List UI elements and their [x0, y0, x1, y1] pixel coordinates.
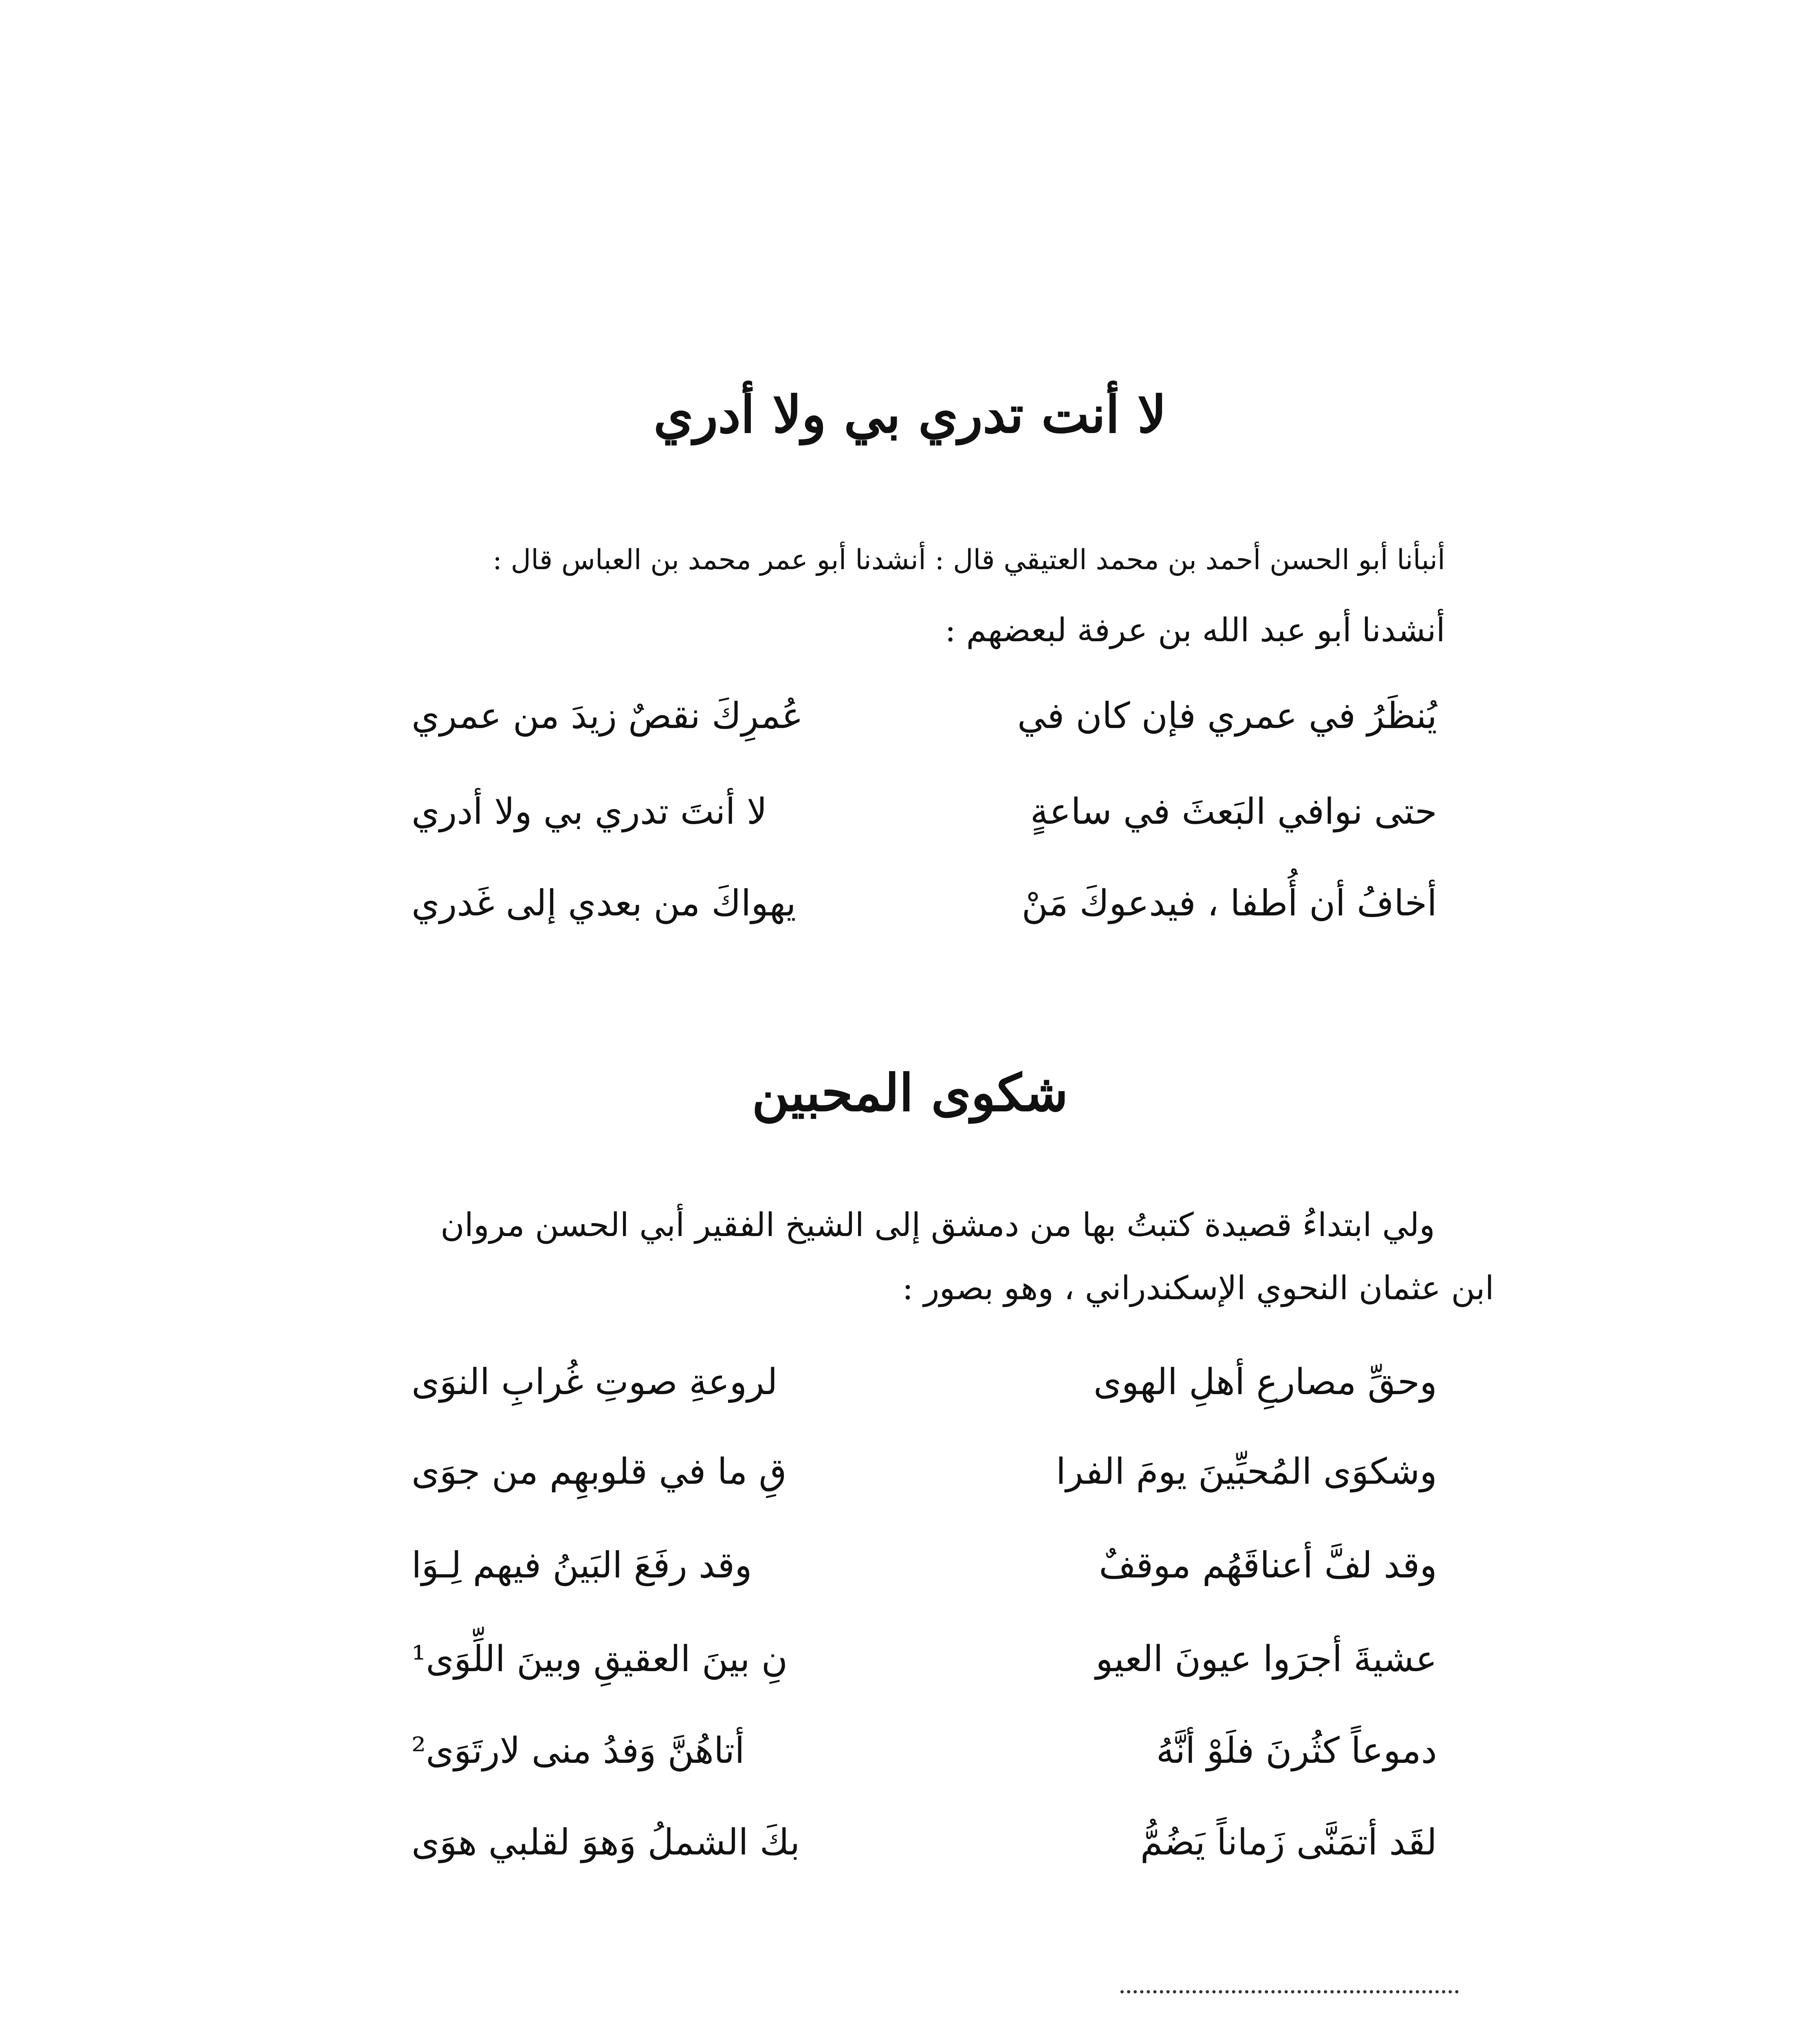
intro-line: ابن عثمان النحوي الإسكندراني ، وهو بصور : [902, 1269, 1494, 1307]
intro-line: أنشدنا أبو عبد الله بن عرفة لبعضهم : [945, 611, 1445, 649]
verse-second-hemistich: وقد رفَعَ البَينُ فيهم لِـوَا [412, 1544, 752, 1586]
section-title: شكوى المحبين [752, 1063, 1068, 1123]
intro-line: أنبأنا أبو الحسن أحمد بن محمد العتيقي قال : أنشدنا أبو عمر محمد بن العباس قال : [493, 544, 1445, 576]
verse-second-hemistich: بكَ الشملُ وَهوَ لقلبي هوَى [412, 1821, 800, 1863]
verse-first-hemistich: وقد لفَّ أعناقَهُم موقفٌ [1099, 1544, 1437, 1586]
footnote-separator [1120, 1990, 1459, 1993]
verse-first-hemistich: لقَد أتمَنَّى زَماناً يَضُمُّ [1140, 1821, 1437, 1863]
verse-first-hemistich: وحقِّ مصارعِ أهلِ الهوى [1093, 1361, 1437, 1403]
intro-line: ولي ابتداءُ قصيدة كتبتُ بها من دمشق إلى الشيخ الفقير أبي الحسن مروان [440, 1206, 1435, 1244]
verse-second-hemistich: عُمرِكَ نقصٌ زيدَ من عمري [412, 695, 803, 737]
verse-first-hemistich: يُنظَرُ في عمري فإن كان في [1017, 695, 1437, 737]
verse-first-hemistich: أخافُ أن أُطفا ، فيدعوكَ مَنْ [1021, 882, 1437, 924]
verse-second-hemistich: يهواكَ من بعدي إلى غَدري [412, 882, 796, 924]
verse-second-hemistich: لا أنتَ تدري بي ولا أدري [412, 790, 767, 832]
verse-first-hemistich: دموعاً كثُرنَ فلَوْ أنَّهُ [1156, 1729, 1437, 1771]
verse-second-hemistich: قِ ما في قلوبهِم من جوَى [412, 1450, 787, 1492]
verse-first-hemistich: حتى نوافي البَعثَ في ساعةٍ [1030, 790, 1437, 832]
verse-first-hemistich: عشيةَ أجرَوا عيونَ العيو [1096, 1638, 1437, 1680]
verse-second-hemistich: أتاهُنَّ وَفدُ منى لارتَوَى² [412, 1729, 745, 1771]
verse-second-hemistich: لروعةِ صوتِ غُرابِ النوَى [412, 1361, 778, 1403]
section-title: لا أنت تدري بي ولا أدري [654, 385, 1166, 444]
verse-second-hemistich: نِ بينَ العقيقِ وبينَ اللِّوَى¹ [412, 1638, 788, 1680]
verse-first-hemistich: وشكوَى المُحبِّينَ يومَ الفرا [1056, 1450, 1437, 1492]
